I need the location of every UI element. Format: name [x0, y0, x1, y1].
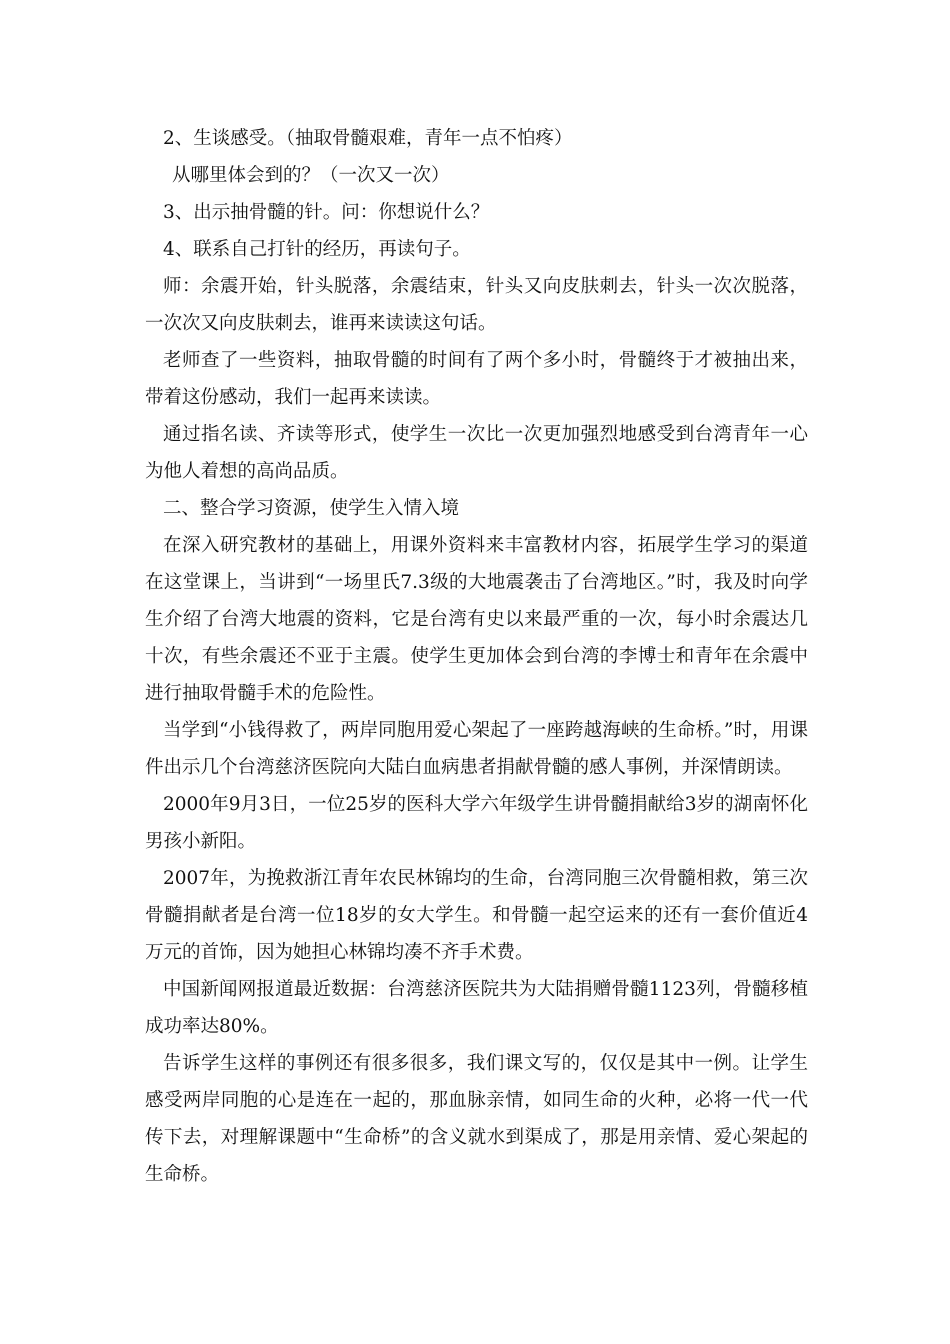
- paragraph-14: 告诉学生这样的事例还有很多很多，我们课文写的，仅仅是其中一例。让学生感受两岸同胞的心是连在一起的，那血脉亲情，如同生命的火种，必将一代一代传下去，对理解课题中“生命桥”的含义就水到渠成了，那是用亲情、爱心架起的生命桥。: [145, 1053, 808, 1185]
- paragraph-4: 4、联系自己打针的经历，再读句子。: [163, 239, 471, 260]
- paragraph-2: 从哪里体会到的？（一次又一次）: [172, 165, 450, 186]
- paragraph-6: 老师查了一些资料，抽取骨髓的时间有了两个多小时，骨髓终于才被抽出来，带着这份感动，我们一起再来读读。: [145, 350, 808, 408]
- paragraph-3: 3、出示抽骨髓的针。问：你想说什么？: [163, 202, 490, 223]
- paragraph-13: 中国新闻网报道最近数据：台湾慈济医院共为大陆捐赠骨髓1123列，骨髓移植成功率达80%。: [145, 979, 808, 1037]
- paragraph-10: 当学到“小钱得救了，两岸同胞用爱心架起了一座跨越海峡的生命桥。”时，用课件出示几个台湾慈济医院向大陆白血病患者捐献骨髓的感人事例，并深情朗读。: [145, 720, 808, 778]
- paragraph-12: 2007年，为挽救浙江青年农民林锦均的生命，台湾同胞三次骨髓相救，第三次骨髓捐献者是台湾一位18岁的女大学生。和骨髓一起空运来的还有一套价值近4万元的首饰，因为她担心林锦均凑不齐手术费。: [145, 868, 808, 963]
- paragraph-1: 2、生谈感受。（抽取骨髓艰难，青年一点不怕疼）: [163, 128, 573, 149]
- paragraph-5: 师：余震开始，针头脱落，余震结束，针头又向皮肤刺去，针头一次次脱落，一次次又向皮肤刺去，谁再来读读这句话。: [145, 276, 808, 334]
- paragraph-7: 通过指名读、齐读等形式，使学生一次比一次更加强烈地感受到台湾青年一心为他人着想的高尚品质。: [145, 424, 808, 482]
- paragraph-9: 在深入研究教材的基础上，用课外资料来丰富教材内容，拓展学生学习的渠道在这堂课上，当讲到“一场里氏7.3级的大地震袭击了台湾地区。”时，我及时向学生介绍了台湾大地震的资料，它是台湾有史以来最严重的一次，每小时余震达几十次，有些余震还不亚于主震。使学生更加体会到台湾的李博士和青年在余震中进行抽取骨髓手术的危险性。: [145, 535, 808, 704]
- paragraph-11: 2000年9月3日，一位25岁的医科大学六年级学生讲骨髓捐献给3岁的湖南怀化男孩小新阳。: [145, 794, 808, 852]
- section-heading: 二、整合学习资源，使学生入情入境: [163, 498, 460, 519]
- document-body: [145, 120, 808, 1193]
